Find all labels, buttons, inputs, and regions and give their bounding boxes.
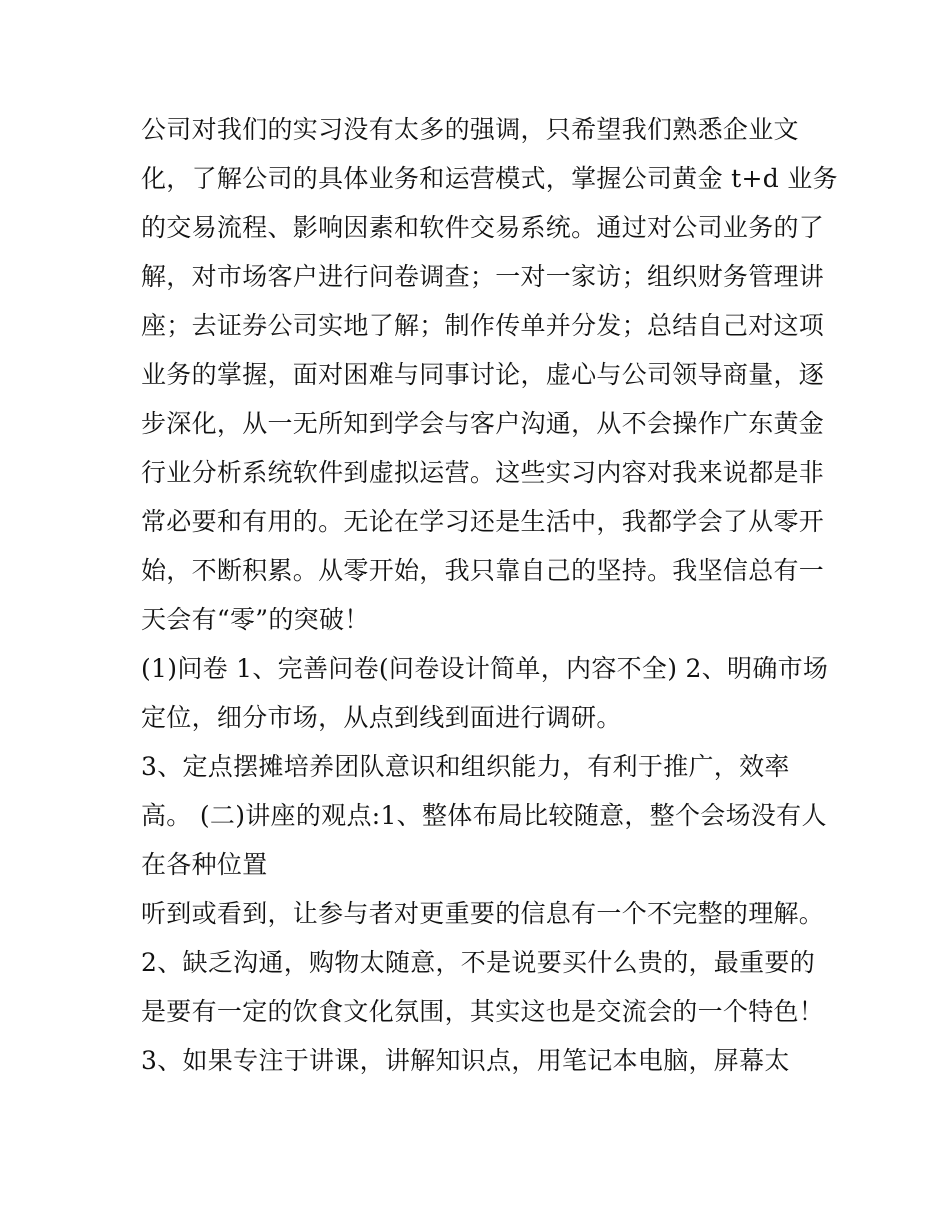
text-line: 3、定点摆摊培养团队意识和组织能力，有利于推广，效率	[141, 752, 790, 781]
text-line: 化，了解公司的具体业务和运营模式，掌握公司黄金 t+d 业务	[141, 164, 838, 193]
text-line: 的交易流程、影响因素和软件交易系统。通过对公司业务的了	[141, 213, 825, 242]
text-line: 公司对我们的实习没有太多的强调，只希望我们熟悉企业文	[141, 115, 799, 144]
text-line: 常必要和有用的。无论在学习还是生活中，我都学会了从零开	[141, 507, 825, 536]
text-line: 解，对市场客户进行问卷调查；一对一家访；组织财务管理讲	[141, 262, 825, 291]
text-line: 座；去证券公司实地了解；制作传单并分发；总结自己对这项	[141, 311, 825, 340]
text-line: 是要有一定的饮食文化氛围，其实这也是交流会的一个特色！	[141, 997, 825, 1026]
text-line: 天会有“零”的突破！	[141, 605, 370, 634]
text-line: 定位，细分市场，从点到线到面进行调研。	[141, 703, 622, 732]
text-line: 行业分析系统软件到虚拟运营。这些实习内容对我来说都是非	[141, 458, 825, 487]
text-line: 听到或看到，让参与者对更重要的信息有一个不完整的理解。	[141, 899, 825, 928]
text-line: 2、缺乏沟通，购物太随意，不是说要买什么贵的，最重要的	[141, 948, 816, 977]
text-line: 始，不断积累。从零开始，我只靠自己的坚持。我坚信总有一	[141, 556, 825, 585]
text-line: 高。 (二)讲座的观点:1、整体布局比较随意，整个会场没有人	[141, 801, 827, 830]
text-line: 3、如果专注于讲课，讲解知识点，用笔记本电脑，屏幕太	[141, 1046, 790, 1075]
text-line: 步深化，从一无所知到学会与客户沟通，从不会操作广东黄金	[141, 409, 825, 438]
text-line: 在各种位置	[141, 850, 268, 879]
text-line: (1)问卷 1、完善问卷(问卷设计简单，内容不全) 2、明确市场	[141, 654, 829, 683]
text-line: 业务的掌握，面对困难与同事讨论，虚心与公司领导商量，逐	[141, 360, 825, 389]
